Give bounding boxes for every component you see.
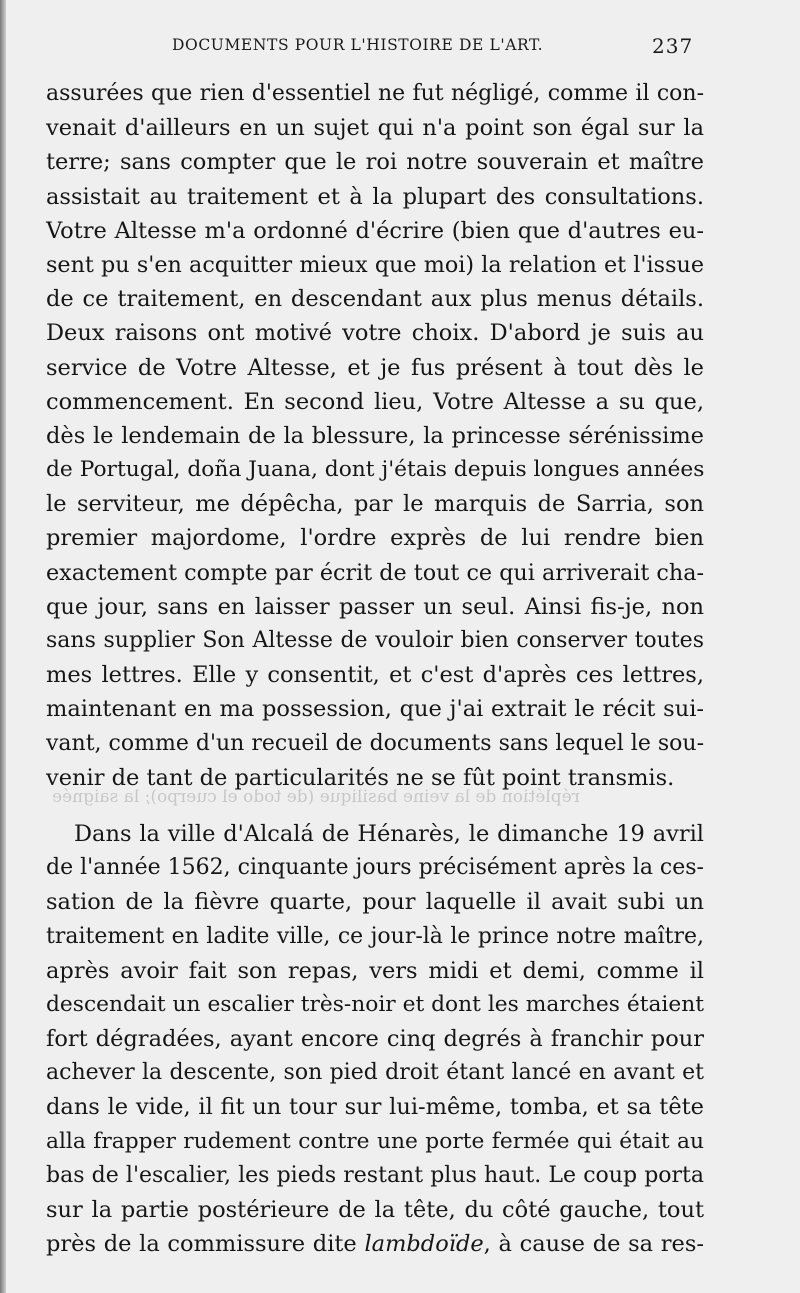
page-binding-edge	[0, 0, 6, 1293]
bleed-through-text: réplétion de la veine basilique (de todo el cuerpo); la saignée	[52, 787, 580, 807]
text-line: achever la descente, son pied droit étant lancé en avant et	[46, 1060, 704, 1086]
text-line: dès le lendemain de la blessure, la princesse sérénissime	[46, 422, 704, 449]
text-line: fort dégradées, ayant encore cinq degrés à franchir pour	[46, 1026, 704, 1053]
text-line: traitement en ladite ville, ce jour-là le prince notre maître,	[46, 923, 704, 949]
body-text	[46, 77, 704, 1261]
text-line: descendait un escalier très-noir et dont les marches étaient	[46, 991, 705, 1017]
text-line: exactement compte par écrit de tout ce qui arriverait cha-	[46, 559, 704, 586]
text-line: sent pu s'en acquitter mieux que moi) la relation et l'issue	[46, 251, 704, 278]
text-line: de Portugal, doña Juana, dont j'étais depuis longues années	[46, 457, 705, 483]
text-line: vant, comme d'un recueil de documents sans lequel le sou-	[46, 730, 704, 756]
text-line: dans le vide, il fit un tour sur lui-même, tomba, et sa tête	[46, 1094, 704, 1121]
text-line: assurées que rien d'essentiel ne fut négligé, comme il con-	[46, 81, 704, 106]
text-line: service de Votre Altesse, et je fus présent à tout dès le	[46, 354, 704, 381]
line-segment: , à cause de sa res-	[483, 1231, 704, 1258]
text-line: sans supplier Son Altesse de vouloir bien conserver toutes	[46, 628, 704, 653]
text-line: assistait au traitement et à la plupart des consultations.	[46, 183, 704, 210]
text-line: le serviteur, me dépêcha, par le marquis de Sarria, son	[46, 491, 704, 518]
paragraph-1	[46, 77, 704, 795]
running-header	[0, 36, 800, 66]
text-line: que jour, sans en laisser passer un seul. Ainsi fis-je, non	[46, 593, 704, 620]
line-segment: près de la commissure dite	[46, 1231, 365, 1258]
text-line: venir de tant de particularités ne se fût point transmis.	[46, 764, 675, 791]
text-line: venait d'ailleurs en un sujet qui n'a point son égal sur la	[46, 115, 704, 142]
text-line: terre; sans compter que le roi notre souverain et maître	[46, 149, 704, 176]
text-line: Votre Altesse m'a ordonné d'écrire (bien que d'autres eu-	[46, 217, 704, 244]
text-line: de l'année 1562, cinquante jours précisément après la ces-	[46, 855, 704, 881]
text-line: Deux raisons ont motivé votre choix. D'abord je suis au	[46, 320, 704, 347]
italic-term: lambdoïde	[364, 1231, 484, 1258]
page-number: 237	[652, 34, 694, 58]
text-line: mes lettres. Elle y consentit, et c'est d'après ces lettres,	[46, 662, 704, 689]
text-line: bas de l'escalier, les pieds restant plus haut. Le coup porta	[46, 1162, 704, 1188]
text-line: commencement. En second lieu, Votre Altesse a su que,	[46, 388, 704, 415]
text-line: après avoir fait son repas, vers midi et demi, comme il	[46, 957, 704, 984]
paragraph-spacer	[46, 795, 704, 817]
text-line: alla frapper rudement contre une porte fermée qui était au	[46, 1128, 704, 1154]
text-line-with-italic	[46, 1227, 704, 1261]
text-line: maintenant en ma possession, que j'ai extrait le récit sui-	[46, 696, 704, 723]
text-line: sur la partie postérieure de la tête, du côté gauche, tout	[46, 1197, 704, 1223]
running-title: DOCUMENTS POUR L'HISTOIRE DE L'ART.	[172, 36, 544, 54]
text-line: Dans la ville d'Alcalá de Hénarès, le dimanche 19 avril	[74, 820, 704, 847]
text-line: sation de la fièvre quarte, pour laquelle il avait subi un	[46, 889, 704, 916]
text-line: premier majordome, l'ordre exprès de lui rendre bien	[46, 525, 704, 552]
text-line: de ce traitement, en descendant aux plus menus détails.	[46, 286, 704, 313]
paragraph-2	[46, 817, 704, 1261]
